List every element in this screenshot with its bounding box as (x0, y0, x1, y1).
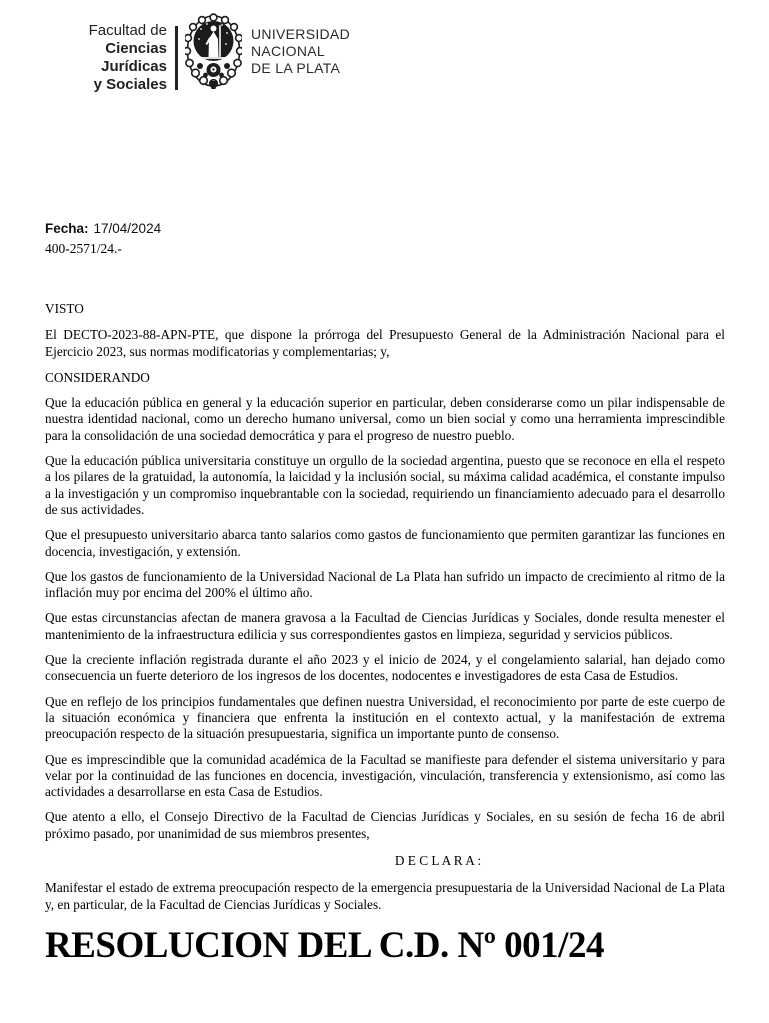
paragraph: Que la educación pública universitaria constituye un orgullo de la sociedad argentina, puesto que se reconoce en ella el respeto a los pilares de la gratuidad, la autonomía, la laicidad y la inclusión social, su máxima calidad académica, el constante impulso a la investigación y un compromiso inquebrantable con la sociedad, requiriendo un financiamiento adecuado para el desarrollo de sus actividades. (45, 453, 725, 517)
paragraph: Que la educación pública en general y la educación superior en particular, deben considerarse como un pilar indispensable de nuestra identidad nacional, como un derecho humano universal, como un bien social y como una herramienta imprescindible para la consolidación de una sociedad democrática y para el progreso de nuestro pueblo. (45, 395, 725, 443)
date-label: Fecha: (45, 221, 89, 236)
declara-heading: D E C L A R A : (394, 853, 482, 869)
paragraph: Que el presupuesto universitario abarca tanto salarios como gastos de funcionamiento que permiten garantizar las funciones en docencia, investigación, y extensión. (45, 527, 725, 559)
letterhead (45, 14, 725, 102)
letterhead-divider (175, 26, 178, 90)
visto-paragraph: El DECTO-2023-88-APN-PTE, que dispone la prórroga del Presupuesto General de la Administración Nacional para el Ejercicio 2023, sus normas modificatorias y complementarias; y, (45, 327, 725, 359)
faculty-name (45, 22, 167, 94)
university-name (251, 26, 350, 77)
paragraph: Que es imprescindible que la comunidad académica de la Facultad se manifieste para defender el sistema universitario y para velar por la continuidad de las funciones en docencia, investigación, vinculación, transferencia y extensionismo, así como las actividades a desarrollarse en esta Casa de Estudios. (45, 751, 725, 800)
university-name-line1: UNIVERSIDAD (251, 25, 350, 42)
faculty-name-line3: y Sociales (93, 76, 167, 93)
resolution-title: RESOLUCION DEL C.D. Nº 001/24 (45, 924, 604, 966)
paragraph: Que atento a ello, el Consejo Directivo de la Facultad de Ciencias Jurídicas y Sociales, en su sesión de fecha 16 de abril próximo pasado, por unanimidad de sus miembros presentes, (45, 809, 725, 841)
paragraph: Que la creciente inflación registrada durante el año 2023 y el inicio de 2024, y el congelamiento salarial, han dejado como consecuencia un fuerte deterioro de los ingresos de los docentes, nodocentes e investigadores de esta Casa de Estudios. (45, 652, 725, 684)
unlp-seal-icon (185, 13, 242, 100)
paragraph: Que en reflejo de los principios fundamentales que definen nuestra Universidad, el reconocimiento por parte de este cuerpo de la situación económica y financiera que enfrenta la institución en el contexto actual, y la manifestación de extrema preocupación respecto de la situación presupuestaria, significa un importante punto de consenso. (45, 693, 725, 742)
faculty-name-line1: Facultad de (88, 22, 167, 39)
visto-heading: VISTO (45, 301, 84, 316)
file-number: 400-2571/24.- (45, 241, 122, 256)
declaration-paragraph: Manifestar el estado de extrema preocupación respecto de la emergencia presupuestaria de la Universidad Nacional de La Plata y, en particular, de la Facultad de Ciencias Jurídicas y Sociales. (45, 880, 725, 912)
document-meta (45, 220, 725, 257)
university-name-line2: NACIONAL (251, 42, 325, 59)
university-name-line3: DE LA PLATA (251, 59, 341, 76)
paragraph: Que los gastos de funcionamiento de la Universidad Nacional de La Plata han sufrido un impacto de crecimiento al ritmo de la inflación muy por encima del 200% el último año. (45, 568, 725, 601)
considerando-paragraphs (45, 395, 725, 842)
date-line (45, 220, 725, 237)
faculty-name-line2: Ciencias Jurídicas (101, 40, 167, 75)
considerando-heading: CONSIDERANDO (45, 369, 150, 385)
date-value: 17/04/2024 (93, 221, 162, 236)
document-body (45, 301, 725, 966)
paragraph: Que estas circunstancias afectan de manera gravosa a la Facultad de Ciencias Jurídicas y Sociales, donde resulta menester el mantenimiento de la infraestructura edilicia y sus correspondientes gastos en limpieza, seguridad y servicios públicos. (45, 610, 725, 642)
